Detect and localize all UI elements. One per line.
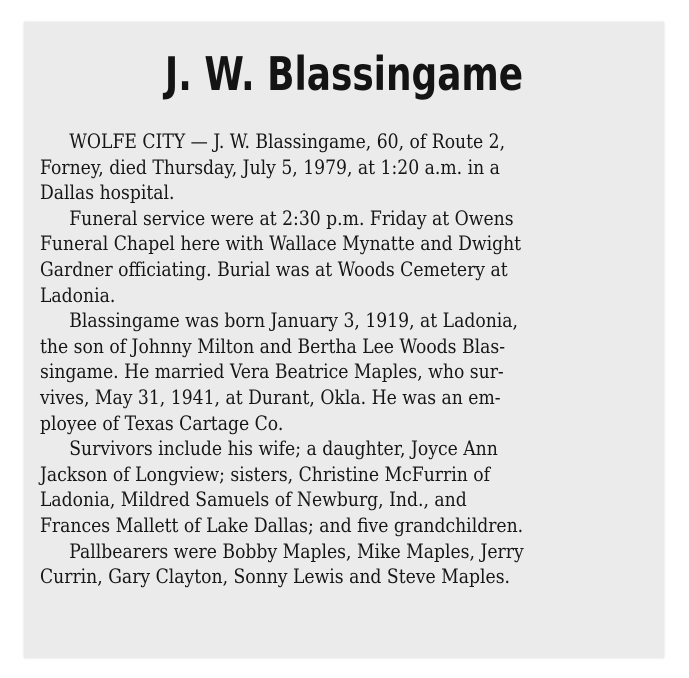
obituary-line: Frances Mallett of Lake Dallas; and five grandchildren. xyxy=(40,512,524,537)
obituary-line: Currin, Gary Clayton, Sonny Lewis and Steve Maples. xyxy=(40,564,511,589)
obituary-line: ployee of Texas Cartage Co. xyxy=(40,410,284,435)
obituary-line: Ladonia, Mildred Samuels of Newburg, Ind., and xyxy=(40,487,467,512)
obituary-headline: J. W. Blassingame xyxy=(164,47,524,101)
obituary-body xyxy=(40,129,659,590)
obituary-line: WOLFE CITY — J. W. Blassingame, 60, of Route 2, xyxy=(69,129,506,153)
obituary-line: singame. He married Vera Beatrice Maples, who sur- xyxy=(40,359,504,384)
obituary-line: Survivors include his wife; a daughter, Joyce Ann xyxy=(69,436,498,461)
obituary-line: Dallas hospital. xyxy=(40,180,175,205)
obituary-line: Pallbearers were Bobby Maples, Mike Maples, Jerry xyxy=(69,538,524,563)
obituary-line: Jackson of Longview; sisters, Christine McFurrin of xyxy=(40,461,490,486)
obituary-line: vives, May 31, 1941, at Durant, Okla. He was an em- xyxy=(40,384,501,409)
obituary-line: Funeral Chapel here with Wallace Mynatte and Dwight xyxy=(40,231,522,256)
obituary-line: the son of Johnny Milton and Bertha Lee Woods Blas- xyxy=(40,333,506,358)
obituary-line: Gardner officiating. Burial was at Woods Cemetery at xyxy=(40,256,508,281)
obituary-line: Forney, died Thursday, July 5, 1979, at 1:20 a.m. in a xyxy=(40,154,500,179)
obituary-line: Ladonia. xyxy=(40,282,116,307)
newspaper-clipping xyxy=(24,22,664,658)
obituary-line: Funeral service were at 2:30 p.m. Friday at Owens xyxy=(69,205,514,230)
obituary-line: Blassingame was born January 3, 1919, at Ladonia, xyxy=(69,308,519,333)
